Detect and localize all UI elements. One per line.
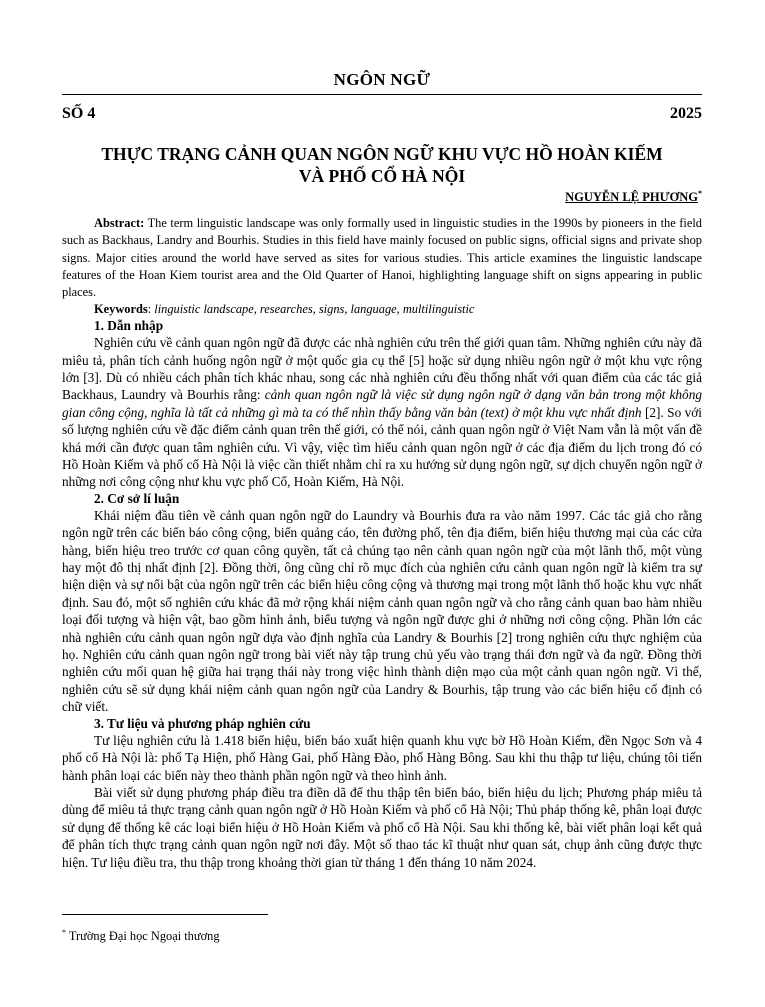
footnote: [62, 928, 220, 944]
paragraph: [62, 732, 702, 784]
keywords-label: Keywords: [94, 302, 148, 317]
article-title-line-2: VÀ PHỐ CỔ HÀ NỘI: [298, 166, 466, 186]
paragraph: [62, 507, 702, 716]
issue-year: 2025: [670, 105, 702, 122]
footnote-text: Trường Đại học Ngoại thương: [66, 929, 220, 944]
paragraph-text: Bài viết sử dụng phương pháp điều tra điền dã để thu thập tên biển báo, biển hiệu du lịch; Phương pháp miêu tả dùng để miêu tả thực trạng cảnh quan ngôn ngữ ở Hồ Hoàn Kiếm và phố cổ Hà Nội; Thủ pháp thống kê, phân loại được sử dụng để thống kê các loại biển hiệu ở Hồ Hoàn Kiếm và phố cổ Hà Nội. Sau khi thống kê, bài viết phân loại kết quả để phân tích thực trạng cảnh quan ngôn ngữ nơi đây. Một số thao tác kĩ thuật như quan sát, chụp ảnh cũng được thực hiện. Tư liệu điều tra, thu thập trong khoảng thời gian từ tháng 1 đến tháng 10 năm 2024.: [62, 784, 702, 870]
article-title: [62, 143, 702, 187]
section-heading: 1. Dẫn nhập: [94, 318, 164, 334]
article-page: [62, 70, 702, 871]
keywords: Keywords: linguistic landscape, researches, signs, language, multilinguistic: [94, 302, 475, 317]
paragraph-text: Tư liệu nghiên cứu là 1.418 biển hiệu, biển báo xuất hiện quanh khu vực bờ Hồ Hoàn Kiếm, đền Ngọc Sơn và 4 phố cổ Hà Nội là: phố Tạ Hiện, phố Hàng Gai, phố Hàng Đào, phố Hàng Bông. Sau khi thu thập tư liệu, chúng tôi tiến hành phân loại các biển này theo thành phần ngôn ngữ và theo hình ảnh.: [62, 732, 702, 783]
paragraph: [62, 334, 702, 491]
author-line: [62, 189, 702, 205]
paragraph-quote: cảnh quan ngôn ngữ là việc sử dụng ngôn ngữ ở dạng văn bản trong một không gian công cộng, nghĩa là tất cả những gì mà ta có thể nhìn thấy bằng văn bản (text) ở một khu vực nhất định: [62, 387, 702, 420]
issue-number: SỐ 4: [62, 105, 96, 122]
abstract: [62, 215, 702, 301]
issue-row: [62, 105, 702, 123]
paragraph-text-cont: [2]. So với số lượng nghiên cứu về đặc điểm cảnh quan trên thế giới, có thể nói, cảnh quan ngôn ngữ ở Việt Nam vẫn là một vấn đề khá mới cần được quan tâm nghiên cứu. Vì vậy, việc tìm hiểu cảnh quan ngôn ngữ ở các địa điểm du lịch trong đó có Hồ Hoàn Kiếm và phố cổ Hà Nội là việc cần thiết nhằm chỉ ra xu hướng sử dụng ngôn ngữ, sự dịch chuyển ngôn ngữ ở những nơi công cộng như khu vực phố Cổ, Hoàn Kiếm, Hà Nội.: [62, 404, 702, 490]
section-3: [62, 716, 702, 871]
paragraph-text: Khái niệm đầu tiên về cảnh quan ngôn ngữ do Laundry và Bourhis đưa ra vào năm 1997. Các tác giả cho rằng ngôn ngữ trên các biển báo công cộng, biển quảng cáo, tên đường phố, tên địa điểm, biển hiệu thương mại của các cửa hàng, biển hiệu treo trước cơ quan công quyền, tất cả chúng tạo nên cảnh quan ngôn ngữ của một lãnh thổ, một vùng hay một đô thị nhất định [2]. Đồng thời, ông cũng chỉ rõ mục đích của nghiên cứu cảnh quan ngôn ngữ là kiểm tra sự hiện diện và sự nổi bật của ngôn ngữ trên các biển hiệu công cộng và thương mại trong một lãnh thổ hoặc khu vực nhất định. Sau đó, một số nghiên cứu khác đã mở rộng khái niệm cảnh quan ngôn ngữ và cho rằng cảnh quan bao hàm nhiều loại đối tượng và hiện vật, bao gồm hình ảnh, biểu tượng và ngôn ngữ được ghi ở những nơi công cộng. Phần lớn các nhà nghiên cứu cảnh quan ngôn ngữ dựa vào định nghĩa của Landry & Bourhis [2] trong nghiên cứu thực nghiệm của họ. Nghiên cứu cảnh quan ngôn ngữ trong bài viết này tập trung chủ yếu vào trạng thái đơn ngữ và đa ngữ. Đồng thời nghiên cứu mối quan hệ giữa hai trạng thái này trong việc hình thành diện mạo của một cảnh quan ngôn ngữ. Vì thế, nghiên cứu sẽ sử dụng khái niệm cảnh quan ngôn ngữ của Landry & Bourhis, tập trung vào các biển hiệu cố định có chữ viết.: [62, 507, 702, 715]
paragraph: [62, 784, 702, 871]
abstract-label: Abstract:: [94, 216, 145, 231]
footnote-divider: [62, 914, 268, 915]
section-heading: 3. Tư liệu và phương pháp nghiên cứu: [94, 715, 311, 731]
footnote-mark: *: [62, 928, 66, 937]
author-name: NGUYỄN LỆ PHƯƠNG: [565, 190, 698, 205]
author-footnote-mark: *: [698, 189, 702, 198]
section-2: [62, 491, 702, 716]
abstract-text: The term linguistic landscape was only formally used in linguistic studies in the 1990s by pioneers in the field such as Backhaus, Landry and Bourhis. Studies in this field have mainly focused on public signs, official signs and private shop signs. Major cities around the world have served as sites for various studies. This article examines the linguistic landscape features of the Hoan Kiem tourist area and the Old Quarter of Hanoi, highlighting language shift on signs appearing in public places.: [62, 216, 702, 299]
keywords-text: linguistic landscape, researches, signs, language, multilinguistic: [154, 302, 475, 317]
paragraph-text: Nghiên cứu về cảnh quan ngôn ngữ đã được các nhà nghiên cứu trên thế giới quan tâm. Những nghiên cứu này đã miêu tả, phân tích cảnh huống ngôn ngữ ở một quốc gia cụ thể [5] hoặc sử dụng nhiều ngôn ngữ ở một khu vực rộng lớn [3]. Dù có nhiều cách phân tích khác nhau, song các nhà nghiên cứu đều thống nhất với quan điểm của các tác giả Backhaus, Laundry và Bourhis rằng:: [62, 335, 702, 403]
journal-title: NGÔN NGỮ: [62, 70, 702, 95]
section-heading: 2. Cơ sở lí luận: [94, 490, 180, 506]
article-title-line-1: THỰC TRẠNG CẢNH QUAN NGÔN NGỮ KHU VỰC HỒ HOÀN KIẾM: [101, 144, 663, 164]
section-1: [62, 318, 702, 491]
